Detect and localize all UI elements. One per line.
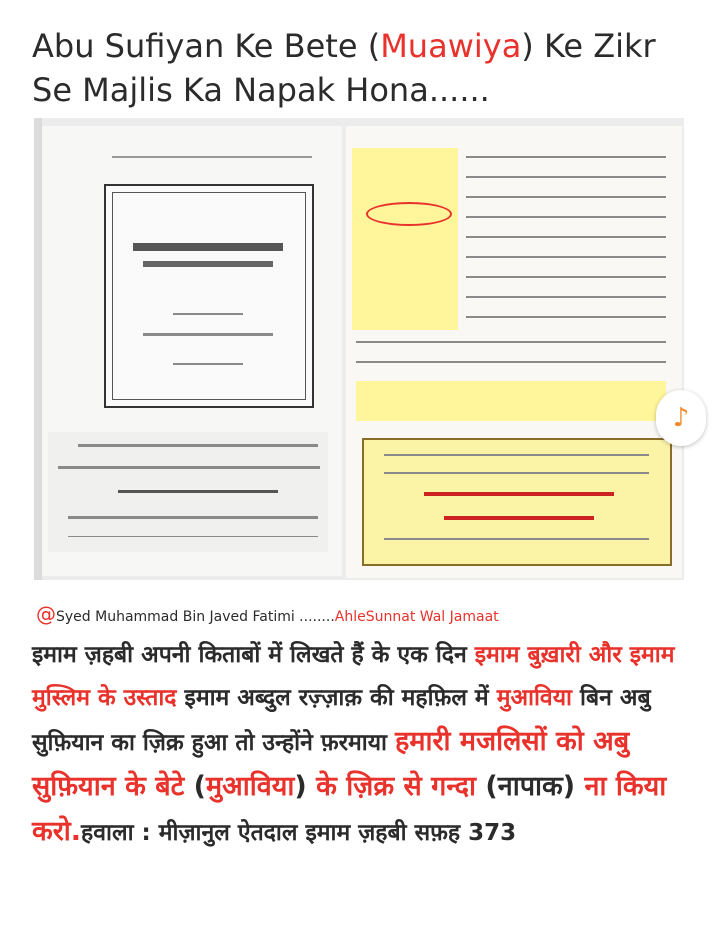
- left-book-page: [42, 126, 342, 576]
- cover-text-line: [173, 363, 243, 365]
- caption-line: [384, 472, 649, 474]
- page-text-line: [466, 176, 666, 178]
- caption-line: [58, 466, 320, 469]
- caption-red-line: [424, 492, 614, 496]
- book-page-collage[interactable]: [34, 118, 690, 580]
- author-line: [36, 602, 499, 626]
- book-cover: [104, 184, 314, 408]
- page-text-line: [466, 196, 666, 198]
- caption-red-line: [444, 516, 594, 520]
- at-sign: @: [36, 602, 56, 626]
- page-text-line: [466, 256, 666, 258]
- red-oval-mark: [366, 202, 452, 226]
- title-highlight: Muawiya: [380, 27, 522, 65]
- cover-frame: [112, 192, 306, 400]
- post-title: Abu Sufiyan Ke Bete (Muawiya) Ke Zikr Se Majlis Ka Napak Hona......: [32, 27, 656, 109]
- page-text-line: [466, 316, 666, 318]
- right-caption-box: [362, 438, 672, 566]
- header-line: [112, 156, 312, 158]
- caption-line: [68, 516, 318, 519]
- page-text-line: [466, 236, 666, 238]
- caption-line: [118, 490, 278, 493]
- left-caption-block: [48, 432, 328, 552]
- page-text-line: [466, 156, 666, 158]
- author-name: Syed Muhammad Bin Javed Fatimi ........: [56, 609, 335, 625]
- page-text-line: [356, 341, 666, 343]
- page-text-line: [466, 216, 666, 218]
- page-text-line: [466, 276, 666, 278]
- author-group: AhleSunnat Wal Jamaat: [334, 609, 499, 625]
- caption-line: [384, 538, 649, 540]
- post-body: इमाम ज़हबी अपनी किताबों में लिखते हैं के एक दिन इमाम बुख़ारी और इमाम मुस्लिम के उस्ताद इमाम अब्दुल रज़्ज़ाक़ की महफ़िल में मुआविया बिन अबु सुफ़ियान का ज़िक्र हुआ तो उन्होंने फ़रमाया हमारी मजलिसों को अबु सुफ़ियान के बेटे (मुआविया) के ज़िक्र से गन्दा (नापाक) ना किया करो.हवाला : मीज़ानुल ऐतदाल इमाम ज़हबी सफ़ह 373: [32, 642, 675, 847]
- highlighted-book-image: [352, 148, 458, 330]
- cover-text-line: [173, 313, 243, 315]
- cover-title-mark-2: [143, 261, 273, 267]
- right-book-page: [346, 126, 682, 578]
- music-note-icon[interactable]: ♪: [656, 390, 706, 446]
- page-text-line: [466, 296, 666, 298]
- cover-title-mark: [133, 243, 283, 251]
- highlighted-passage: [356, 381, 666, 421]
- caption-line: [78, 444, 318, 447]
- caption-line: [384, 454, 649, 456]
- caption-underline: [68, 536, 318, 537]
- left-edge-strip: [34, 118, 42, 580]
- cover-text-line: [143, 333, 273, 336]
- page-text-line: [356, 361, 666, 363]
